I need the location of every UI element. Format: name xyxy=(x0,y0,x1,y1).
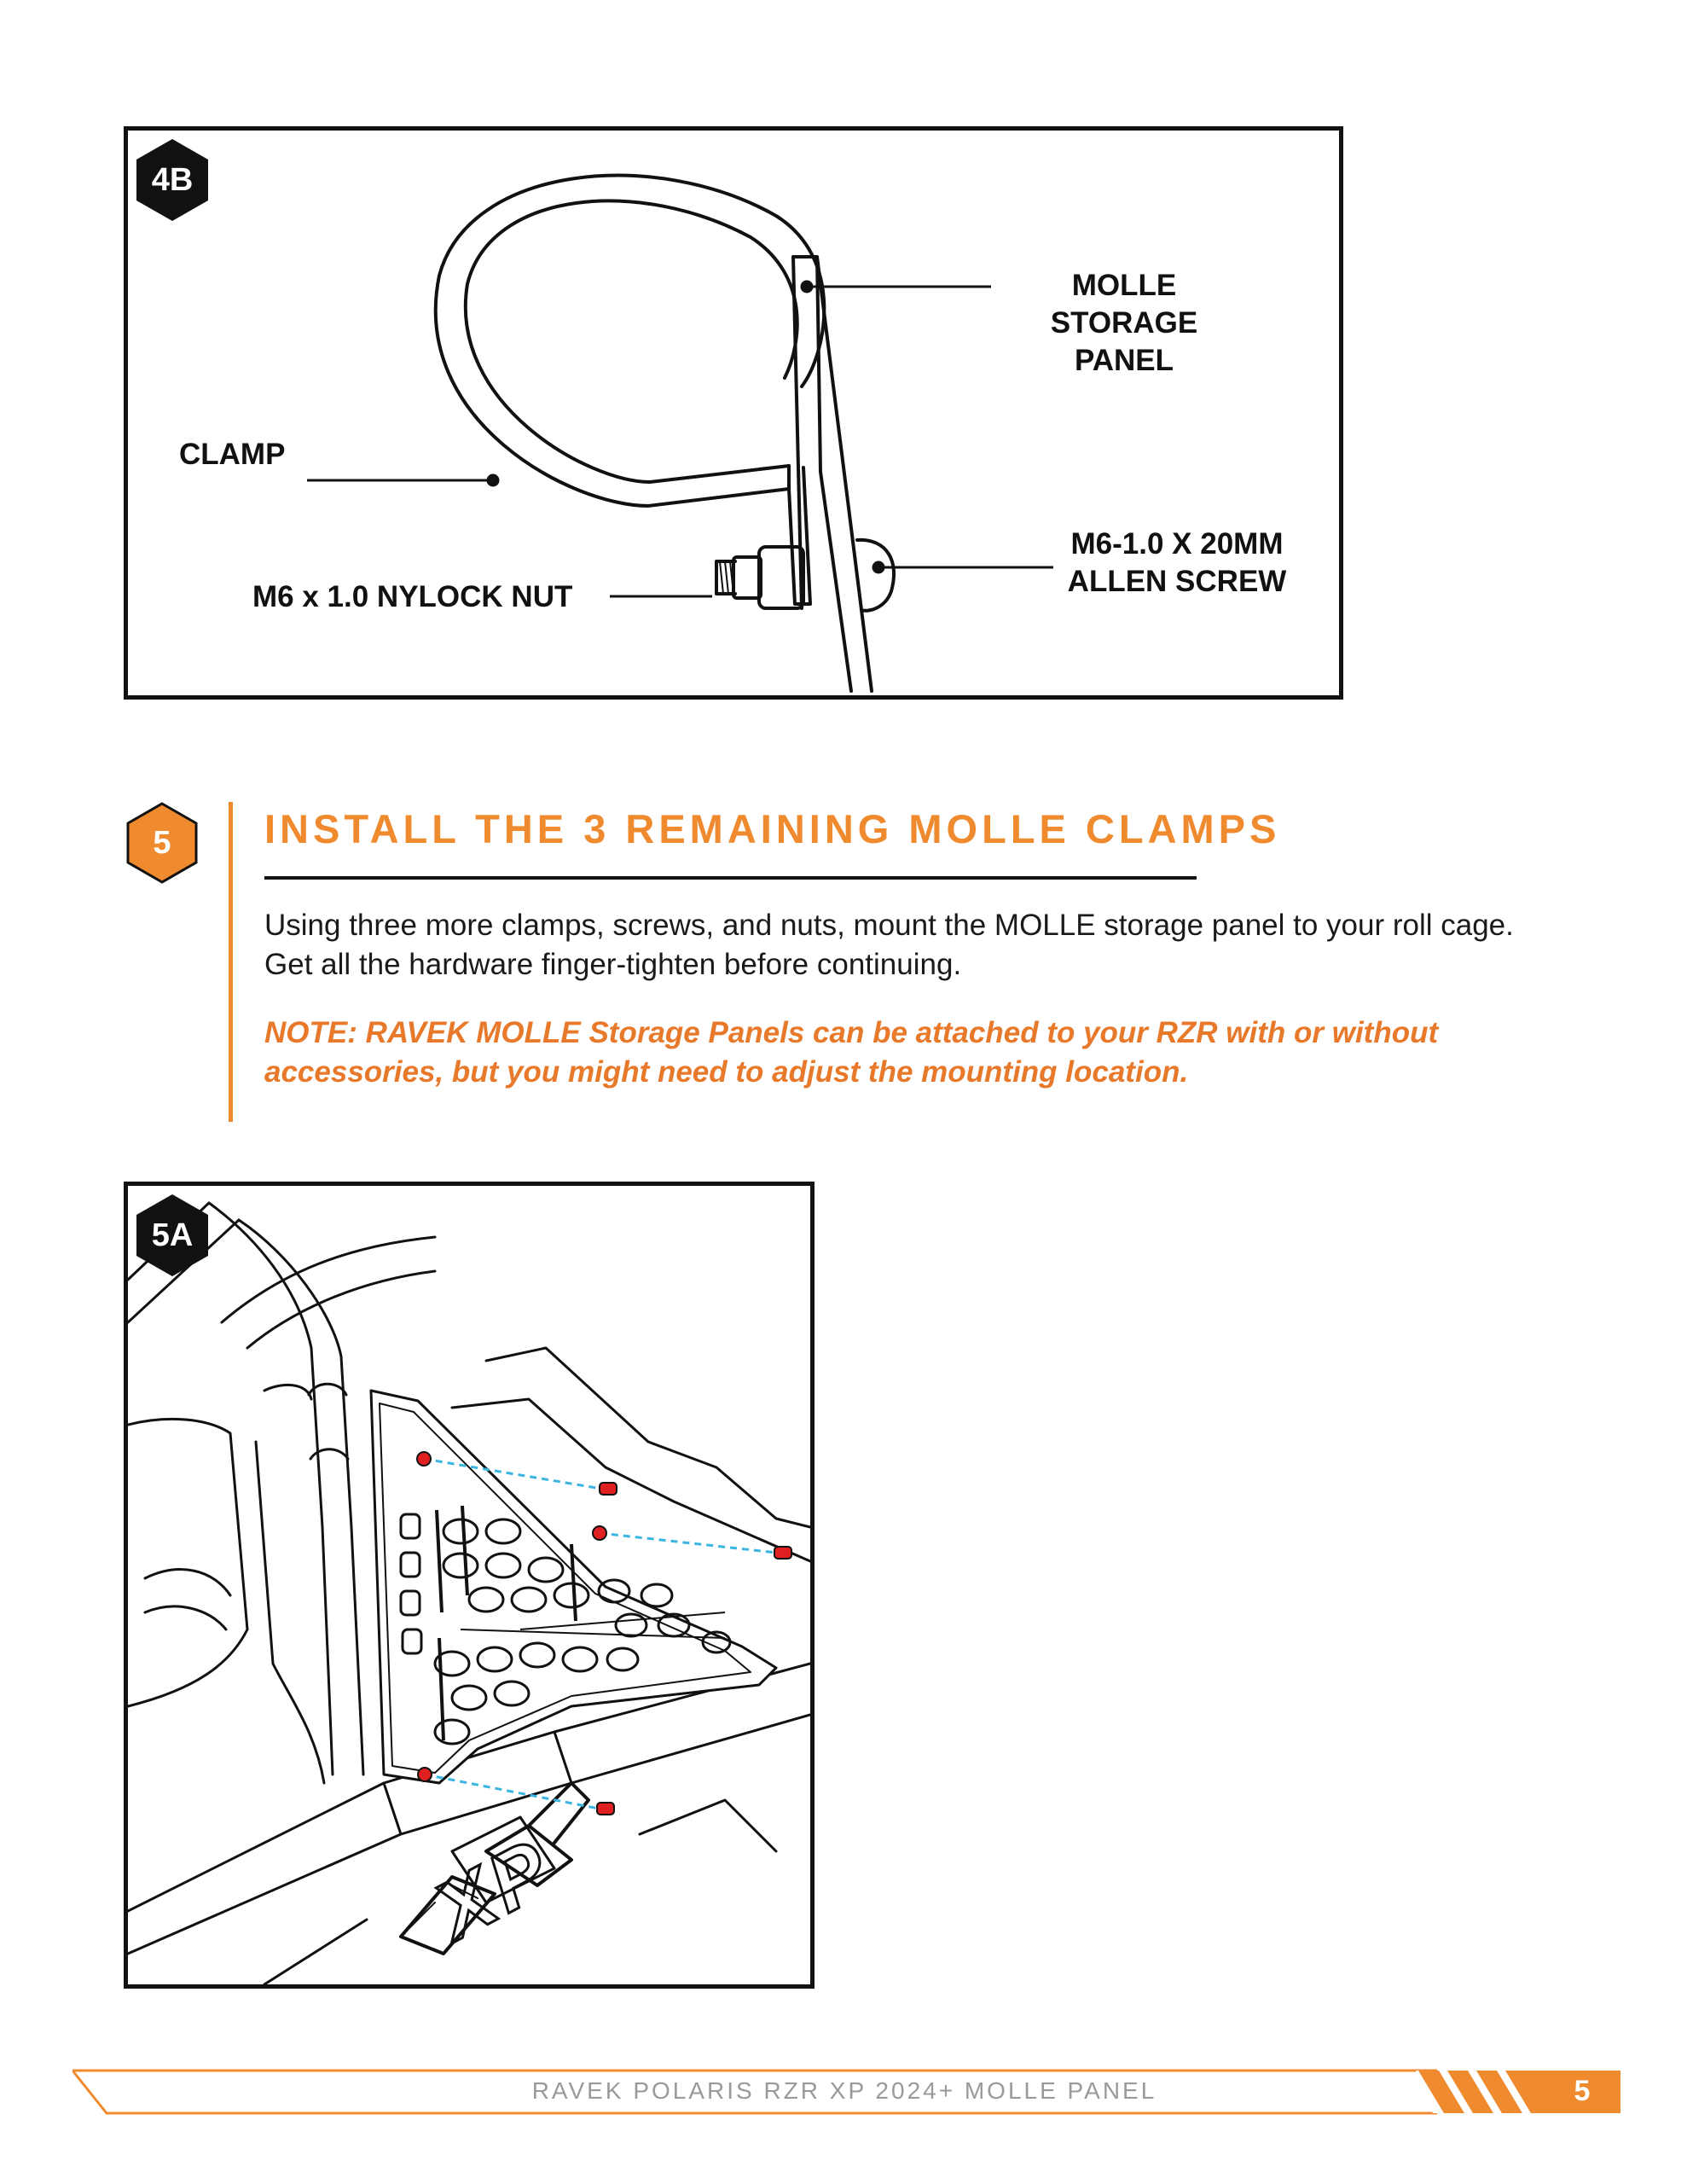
clamp-callout: CLAMP xyxy=(179,438,286,471)
figure-badge xyxy=(136,1194,208,1276)
step-note: NOTE: RAVEK MOLLE Storage Panels can be attached to your RZR with or without accessories, but you might need to adjust the mounting location. xyxy=(264,1016,1439,1089)
figure-4b xyxy=(124,126,1343,700)
screw-marker xyxy=(600,1483,617,1495)
page-number: 5 xyxy=(1574,2075,1591,2107)
figure-5a xyxy=(124,1182,815,1989)
mount-point-marker xyxy=(593,1526,606,1540)
allen-screw-head xyxy=(857,540,894,611)
figure-badge-label: 5A xyxy=(151,1217,194,1253)
step-accent-rule xyxy=(229,802,233,1122)
clamp-loop-inner xyxy=(466,200,797,482)
step-instructions: Using three more clamps, screws, and nuts, mount the MOLLE storage panel to your roll cage. Get all the hardware finger-tighten before continuing. xyxy=(264,909,1514,981)
step-number-badge xyxy=(126,802,198,884)
figure-badge xyxy=(136,139,208,221)
screw-marker xyxy=(774,1547,791,1559)
callout-line: M6-1.0 X 20MM xyxy=(1070,527,1284,561)
nylock-nut-callout: M6 x 1.0 NYLOCK NUT xyxy=(252,580,573,613)
clamp-loop-outer xyxy=(436,176,825,506)
mount-point-marker xyxy=(417,1452,431,1466)
allen-screw-callout xyxy=(1053,526,1301,601)
title-underline xyxy=(264,876,1197,880)
mount-point-marker xyxy=(418,1768,432,1781)
step-title: INSTALL THE 3 REMAINING MOLLE CLAMPS xyxy=(264,806,1281,851)
molle-panel-callout xyxy=(996,267,1252,380)
footer-title: RAVEK POLARIS RZR XP 2024+ MOLLE PANEL xyxy=(531,2077,1157,2104)
figure-badge-label: 4B xyxy=(151,161,194,198)
callout-line: PANEL xyxy=(1074,344,1174,377)
callout-line: MOLLE STORAGE xyxy=(1050,269,1198,340)
nylock-nut xyxy=(759,547,803,608)
callout-line: ALLEN SCREW xyxy=(1067,565,1287,598)
screw-marker xyxy=(597,1803,614,1815)
step-number: 5 xyxy=(153,824,171,861)
xp-decal-text: XP xyxy=(420,1821,569,1958)
